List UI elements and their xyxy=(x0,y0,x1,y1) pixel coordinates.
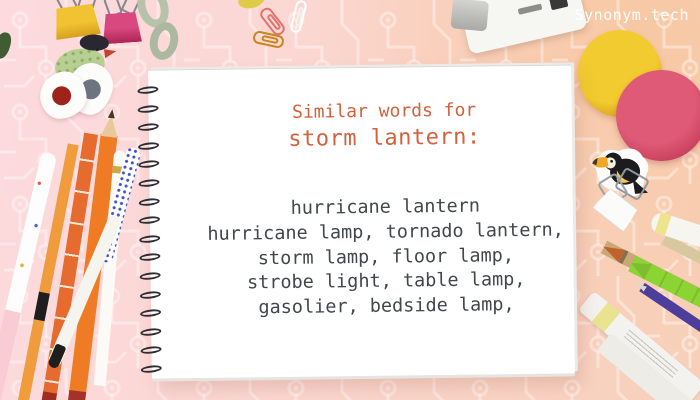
spiral-ring xyxy=(137,85,159,94)
spiral-ring xyxy=(138,141,160,150)
synonym-line: gasolier, bedside lamp, xyxy=(258,294,515,319)
page-title-line1: Similar words for xyxy=(291,99,477,123)
camera-viewfinder xyxy=(549,0,568,10)
spiral-ring xyxy=(140,346,162,355)
spiral-ring xyxy=(139,216,161,225)
bird-hat xyxy=(80,34,110,51)
synonym-line: hurricane lantern xyxy=(290,195,481,219)
spiral-ring xyxy=(140,309,162,318)
pencil-end-cap xyxy=(67,390,86,400)
spiral-ring xyxy=(139,234,161,243)
synonym-line: hurricane lamp, tornado lantern, xyxy=(207,219,564,245)
spiral-ring xyxy=(137,123,159,132)
spiral-ring xyxy=(139,271,161,280)
page-content xyxy=(148,65,575,378)
brand-watermark[interactable]: Synonym.tech xyxy=(574,6,689,24)
stamp-red-ink xyxy=(50,85,73,108)
camera-detail xyxy=(518,4,543,15)
spiral-ring xyxy=(138,197,160,206)
glue-stick-band xyxy=(654,212,671,235)
bird-eye xyxy=(96,48,99,51)
bird-beak xyxy=(104,48,117,59)
spiral-ring xyxy=(140,364,162,373)
spiral-ring xyxy=(138,160,160,169)
camera-lens xyxy=(451,0,489,31)
synonym-line: storm lamp, floor lamp, xyxy=(257,244,515,269)
synonym-line: strobe light, table lamp, xyxy=(246,269,526,294)
spiral-ring xyxy=(138,178,160,187)
notebook-page xyxy=(148,64,575,378)
spiral-binding xyxy=(137,86,165,376)
page-title-line2: storm lantern: xyxy=(288,124,481,152)
spiral-ring xyxy=(139,253,161,262)
synonym-list xyxy=(174,193,598,322)
spiral-ring xyxy=(140,327,162,336)
pencil-end-cap xyxy=(40,391,57,400)
spiral-ring xyxy=(137,104,159,113)
spiral-ring xyxy=(140,290,162,299)
